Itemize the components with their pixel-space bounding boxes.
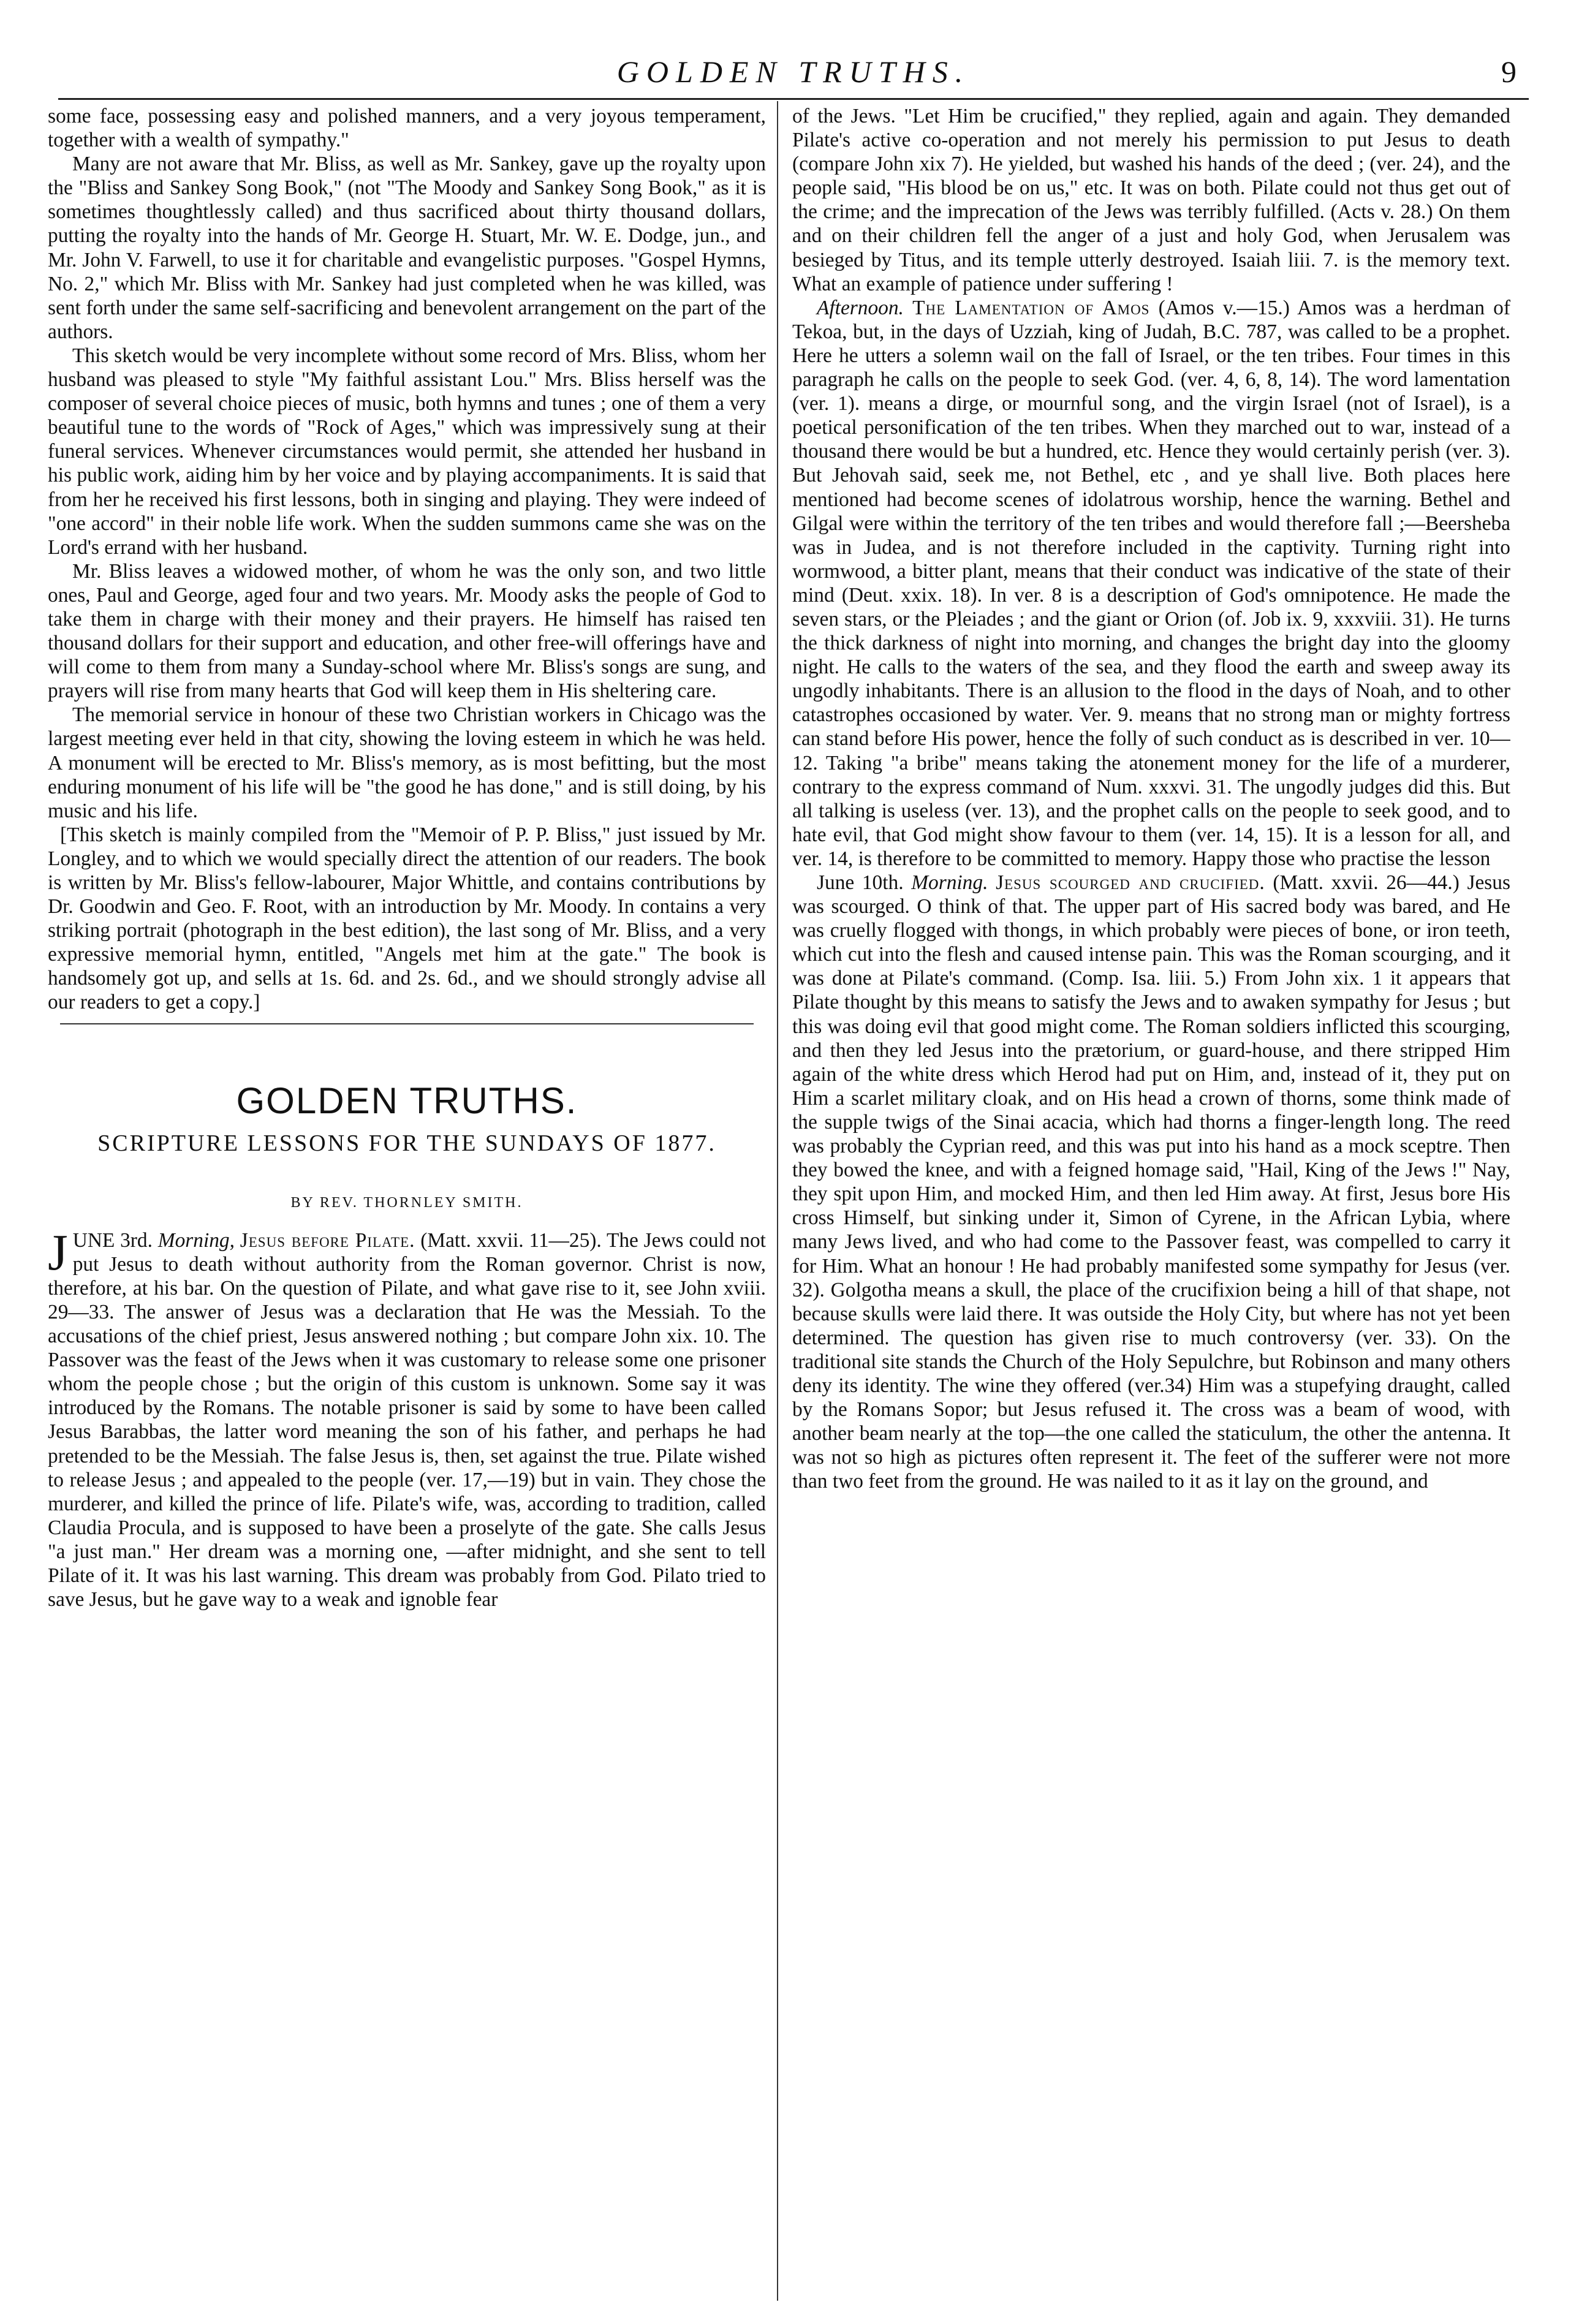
lesson-heading: Jesus scourged and crucified. [996, 871, 1265, 894]
lesson-june-3 [48, 1224, 766, 1612]
left-paragraph-4: Mr. Bliss leaves a widowed mother, of whom he was the only son, and two little ones, Paul and George, aged four and two years. Mr. Moody asks the people of God to take them in charge with their money and their prayers. He himself has raised ten thousand dollars for their support and education, and other free-will offerings have and will come to them from many a Sunday-school where Mr. Bliss's songs are sung, and prayers will rise from many hearts that God will keep them in His sheltering care. [48, 559, 766, 703]
column-divider [777, 101, 778, 2301]
lesson-june-10 [792, 871, 1510, 1493]
left-paragraph-6: [This sketch is mainly compiled from the "Memoir of P. P. Bliss," just issued by Mr. Longley, and to which we would specially direct the attention of our readers. The book is written by Mr. Bliss's fellow-labourer, Major Whittle, and contains contributions by Dr. Goodwin and Geo. F. Root, with an introduction by Mr. Moody. In contains a very striking portrait (photograph in the best edition), the last song of Mr. Bliss, and a very expressive memorial hymn, entitled, "Angels met him at the gate." The book is handsomely got up, and sells at 1s. 6d. and 2s. 6d., and we should strongly advise all our readers to get a copy.] [48, 823, 766, 1014]
left-paragraph-3: This sketch would be very incomplete without some record of Mrs. Bliss, whom her husband was pleased to style "My faithful assistant Lou." Mrs. Bliss herself was the composer of several choice pieces of music, both hymns and tunes ; one of them a very beautiful tune to the words of "Rock of Ages," which was impressively sung at their funeral services. Whenever circumstances would permit, she attended her husband in his public work, aiding him by her voice and by playing accompaniments. It is said that from her he received his first lessons, both in singing and playing. They were indeed of "one accord" in their noble life work. When the sudden summons came she was on the Lord's errand with her husband. [48, 344, 766, 559]
header-rule [58, 98, 1529, 100]
section-subtitle: SCRIPTURE LESSONS FOR THE SUNDAYS OF 1877. [97, 1130, 716, 1156]
left-paragraph-1: some face, possessing easy and polished manners, and a very joyous temperament, together with a wealth of sympathy." [48, 105, 766, 152]
lesson-afternoon [792, 296, 1510, 871]
section-divider [60, 1023, 754, 1024]
lesson-service: Morning. [911, 871, 988, 894]
running-title: GOLDEN TRUTHS. [616, 55, 971, 89]
section-title-block [48, 1078, 766, 1159]
left-column [48, 104, 766, 2298]
lesson-service: Morning, [157, 1228, 235, 1252]
lesson-body: (Matt. xxvii. 26—44.) Jesus was scourged. O think of that. The upper part of His sacred body was bared, and He was cruelly flogged with thongs, in which probably were pieces of bone, or iron teeth, which cut into the flesh and caused intense pain. This was the Roman scourging, and it was done at Pilate's command. (Comp. Isa. liii. 5.) From John xix. 1 it appears that Pilate thought by this means to satisfy the Jews and to awaken sympathy for Jesus ; but this was doing evil that good might come. The Roman soldiers inflicted this scourging, and then they led Jesus into the prætorium, or guard-house, and there stripped Him again of the white dress which Herod had put on Him, and, instead of it, they put on Him a scarlet military cloak, and on His head a crown of thorns, some think made of the supple twigs of the Sinai acacia, which had thorns a finger-length long. The reed was probably the Cyprian reed, and this was put into his hand as a mock sceptre. Then they bowed the knee, and with a feigned homage said, "Hail, King of the Jews !" Nay, they spit upon Him, and mocked Him, and then led Him away. At first, Jesus bore His cross Himself, but sinking under it, Simon of Cyrene, in the African Lybia, where many Jews lived, and who had come to the Passover feast, was compelled to carry it for Him. What an honour ! He had probably manifested some sympathy for Jesus (ver. 32). Golgotha means a skull, the place of the crucifixion being a hill of that shape, not because skulls were laid there. It was outside the Holy City, but where has not yet been determined. The question has given rise to much controversy (ver. 33). On the traditional site stands the Church of the Holy Sepulchre, but Robinson and many others deny its identity. The wine they offered (ver.34) Him was a stupefying draught, called by the Romans Sopor; but Jesus refused it. The cross was a beam of wood, with another beam nearly at the top—the one called the staticulum, the other the antenna. It was not so high as pictures often represent it. The feet of the sufferer were not more than two feet from the ground. He was nailed to it as it lay on the ground, and [792, 871, 1510, 1493]
drop-cap: J [48, 1224, 68, 1281]
lesson-service: Afternoon. [817, 296, 904, 319]
left-paragraph-5: The memorial service in honour of these two Christian workers in Chicago was the largest meeting ever held in that city, showing the loving esteem in which he was held. A monument will be erected to Mr. Bliss's memory, as is most befitting, but the most enduring monument of his life will be "the good he has done," and is still doing, by his music and his life. [48, 703, 766, 822]
section-title: GOLDEN TRUTHS. [236, 1080, 578, 1121]
lesson-body: (Matt. xxvii. 11—25). The Jews could not put Jesus to death without authority from the Roman governor. Christ is now, therefore, at his bar. On the question of Pilate, and what gave rise to it, see John xviii. 29—33. The answer of Jesus was a declaration that He was the Messiah. To the accusations of the chief priest, Jesus answered nothing ; but compare John xix. 10. The Passover was the feast of the Jews when it was customary to release some one prisoner whom the people chose ; but the origin of this custom is unknown. Some say it was introduced by the Romans. The notable prisoner is said by some to have been called Jesus Barabbas, the latter word meaning the son of his father, and perhaps he had pretended to be the Messiah. The false Jesus is, then, set against the true. Pilate wished to release Jesus ; and appealed to the people (ver. 17,—19) but in vain. They chose the murderer, and killed the prince of life. Pilate's wife, was, according to tradition, called Claudia Procula, and is supposed to have been a proselyte of the gate. She calls Jesus "a just man." Her dream was a morning one, —after midnight, and she sent to tell Pilate of it. It was his last warning. This dream was probably from God. Pilato tried to save Jesus, but he gave way to a weak and ignoble fear [48, 1228, 766, 1611]
lesson-heading: The Lamentation of Amos [912, 296, 1150, 319]
page-number: 9 [1501, 55, 1517, 89]
right-paragraph-1: of the Jews. "Let Him be crucified," they replied, again and again. They demanded Pilate's active co-operation and not merely his permission to put Jesus to death (compare John xix 7). He yielded, but washed his hands of the deed ; (ver. 24), and the people said, "His blood be on us," etc. It was on both. Pilate could not thus get out of the crime; and the imprecation of the Jews was terribly fulfilled. (Acts v. 28.) On them and on their children fell the anger of a just and holy God, when Jerusalem was besieged by Titus, and its temple utterly destroyed. Isaiah liii. 7. is the memory text. What an example of patience under suffering ! [792, 105, 1510, 295]
page-header [58, 54, 1529, 97]
lesson-body: (Amos v.—15.) Amos was a herdman of Tekoa, but, in the days of Uzziah, king of Judah, B.C. 787, was called to be a prophet. Here he utters a solemn wail on the fall of Israel, or the ten tribes. Four times in this paragraph he calls on the people to seek God. (ver. 4, 6, 8, 14). The word lamentation (ver. 1). means a dirge, or mournful song, and the virgin Israel (not of Israel), is a poetical personification of the ten tribes. When they marched out to war, instead of a thousand there would be but a hundred, etc. Hence they would certainly perish (ver. 3). But Jehovah said, seek me, not Bethel, etc , and ye shall live. Both places here mentioned had become scenes of idolatrous worship, hence the warning. Bethel and Gilgal were within the territory of the ten tribes and would therefore fall ;—Beersheba was in Judea, and is not therefore included in the captivity. Turning right into wormwood, a bitter plant, means that their conduct was indicative of the state of their mind (Deut. xxix. 18). In ver. 8 is a description of God's omnipotence. He made the seven stars, or the Pleiades ; and the giant or Orion (of. Job ix. 9, xxxviii. 31). He turns the thick darkness of night into morning, and changes the bright day into the gloomy night. He calls to the waters of the sea, and they flood the earth and sweep away its ungodly inhabitants. There is an allusion to the flood in the days of Noah, and to other catastrophes occasioned by water. Ver. 9. means that no strong man or mighty fortress can stand before His power, hence the folly of such conduct as is described in ver. 10—12. Taking "a bribe" means taking the atonement money for the life of a murderer, contrary to the express command of Num. xxxvi. 31. The ungodly judges did this. But all talking is useless (ver. 13), and the prophet calls on the people to seek good, and to hate evil, that God might show favour to them (ver. 14, 15). It is a lesson for all, and ver. 14, is therefore to be committed to memory. Happy those who practise the lesson [792, 296, 1510, 870]
lesson-date: UNE 3rd. [72, 1228, 153, 1252]
byline: BY REV. THORNLEY SMITH. [290, 1194, 523, 1211]
lesson-date: June 10th. [817, 871, 904, 894]
left-paragraph-2: Many are not aware that Mr. Bliss, as well as Mr. Sankey, gave up the royalty upon the "Bliss and Sankey Song Book," (not "The Moody and Sankey Song Book," as it is sometimes thoughtlessly called) and thus sacrificed about thirty thousand dollars, putting the royalty into the hands of Mr. George H. Stuart, Mr. W. E. Dodge, jun., and Mr. John V. Farwell, to use it for charitable and evangelistic purposes. "Gospel Hymns, No. 2," which Mr. Bliss with Mr. Sankey had just completed when he was killed, was sent forth under the same self-sacrificing and benevolent arrangement on the part of the authors. [48, 153, 766, 343]
lesson-heading: Jesus before Pilate. [240, 1228, 415, 1252]
right-column [792, 104, 1510, 2298]
